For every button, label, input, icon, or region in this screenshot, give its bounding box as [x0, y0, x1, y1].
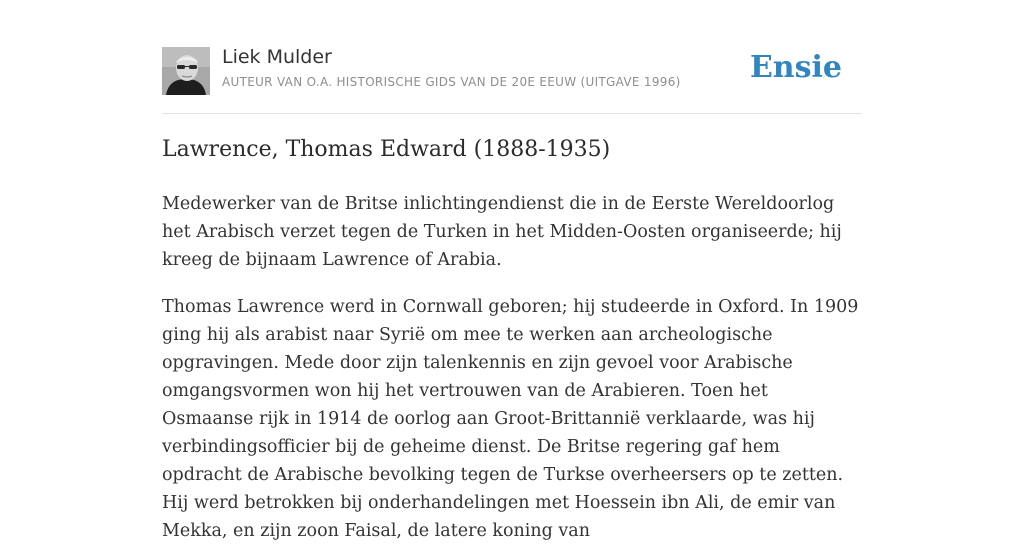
- header-divider: [162, 113, 862, 114]
- author-avatar[interactable]: [162, 47, 210, 95]
- author-name[interactable]: Liek Mulder: [222, 46, 332, 68]
- article-paragraph: Thomas Lawrence werd in Cornwall geboren; hij studeerde in Oxford. In 1909 ging hij als arabist naar Syrië om mee te werken aan archeologische opgravingen. Mede door zijn talenkennis en zijn gevoel voor Arabische omgangsvormen won hij het vertrouwen van de Arabieren. Toen het Osmaanse rijk in 1914 de oorlog aan Groot-Brittannië verklaarde, was hij verbindingsofficier bij de geheime dienst. De Britse regering gaf hem opdracht de Arabische bevolking tegen de Turkse overheersers op te zetten. Hij werd betrokken bij onderhandelingen met Hoessein ibn Ali, de emir van Mekka, en zijn zoon Faisal, de latere koning van: [162, 297, 859, 541]
- author-description: AUTEUR VAN O.A. HISTORISCHE GIDS VAN DE 20E EEUW (UITGAVE 1996): [222, 75, 681, 89]
- ensie-logo[interactable]: Ensie: [749, 50, 842, 85]
- author-header: [162, 44, 862, 98]
- person-photo-icon: [162, 47, 210, 95]
- article-title: Lawrence, Thomas Edward (1888-1935): [162, 137, 611, 162]
- article-paragraph: Medewerker van de Britse inlichtingendienst die in de Eerste Wereldoorlog het Arabisch verzet tegen de Turken in het Midden-Oosten organiseerde; hij kreeg de bijnaam Lawrence of Arabia.: [162, 194, 842, 270]
- article-page: [162, 0, 862, 541]
